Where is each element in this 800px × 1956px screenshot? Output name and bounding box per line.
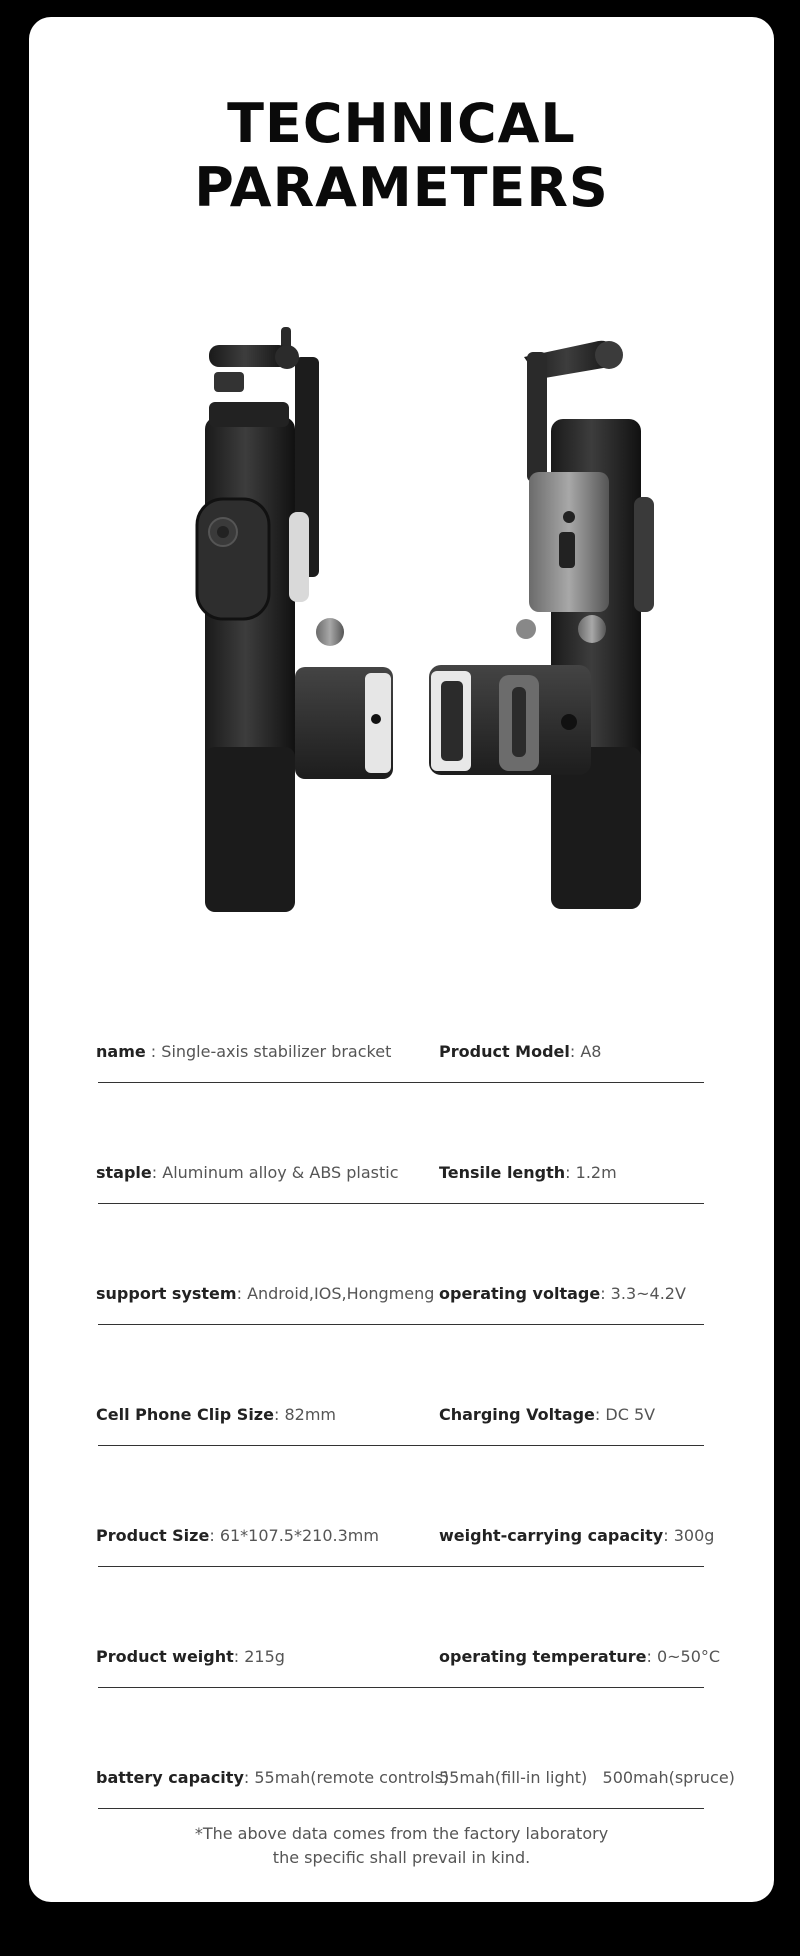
spec-table — [96, 1017, 736, 1864]
spec-value: Single-axis stabilizer bracket — [161, 1042, 392, 1061]
stabilizer-front-view — [197, 327, 393, 912]
spec-separator: : — [273, 1405, 285, 1424]
spec-separator: : — [243, 1768, 255, 1787]
spec-value: 82mm — [284, 1405, 336, 1424]
spec-right — [439, 1647, 720, 1666]
disclaimer-line-1: *The above data comes from the factory laboratory — [194, 1824, 609, 1843]
spec-label: Product Size — [96, 1526, 210, 1545]
spec-divider — [98, 1566, 704, 1567]
spec-label: support system — [96, 1284, 237, 1303]
spec-label: Tensile length — [439, 1163, 566, 1182]
spec-value: 1.2m — [575, 1163, 617, 1182]
spec-separator: : — [600, 1284, 611, 1303]
spec-separator: : — [151, 1163, 163, 1182]
spec-value: A8 — [580, 1042, 602, 1061]
spec-divider — [98, 1808, 704, 1809]
spec-value: 3.3~4.2V — [610, 1284, 686, 1303]
spec-label: staple — [96, 1163, 152, 1182]
spec-separator: : — [236, 1284, 248, 1303]
spec-left — [96, 1405, 336, 1424]
title-line-2: PARAMETERS — [194, 156, 609, 219]
spec-label: Charging Voltage — [439, 1405, 595, 1424]
spec-right — [439, 1042, 601, 1061]
spec-divider — [98, 1687, 704, 1688]
spec-right — [439, 1768, 735, 1787]
spec-label: operating temperature — [439, 1647, 647, 1666]
spec-value: 300g — [673, 1526, 715, 1545]
spec-value: 0~50°C — [656, 1647, 721, 1666]
title-line-1: TECHNICAL — [227, 92, 576, 155]
spec-label: Cell Phone Clip Size — [96, 1405, 274, 1424]
spec-divider — [98, 1203, 704, 1204]
spec-value: 55mah(fill-in light) 500mah(spruce) — [439, 1768, 735, 1787]
spec-row — [96, 1622, 736, 1743]
spec-right — [439, 1405, 655, 1424]
spec-separator: : — [569, 1042, 581, 1061]
spec-left — [96, 1284, 434, 1303]
spec-separator: : — [646, 1647, 657, 1666]
spec-label: name — [96, 1042, 146, 1061]
spec-separator: : — [663, 1526, 674, 1545]
spec-divider — [98, 1324, 704, 1325]
spec-value: Aluminum alloy & ABS plastic — [162, 1163, 399, 1182]
spec-right — [439, 1284, 686, 1303]
spec-row — [96, 1501, 736, 1622]
spec-value: Android,IOS,Hongmeng — [247, 1284, 435, 1303]
page-title — [29, 92, 774, 220]
spec-divider — [98, 1082, 704, 1083]
spec-value: DC 5V — [605, 1405, 656, 1424]
spec-value: 215g — [244, 1647, 285, 1666]
stabilizer-back-view — [429, 341, 654, 909]
spec-left — [96, 1042, 391, 1061]
spec-value: 61*107.5*210.3mm — [219, 1526, 379, 1545]
spec-left — [96, 1647, 285, 1666]
spec-divider — [98, 1445, 704, 1446]
spec-label: weight-carrying capacity — [439, 1526, 664, 1545]
spec-left — [96, 1526, 379, 1545]
disclaimer-line-2: the specific shall prevail in kind. — [272, 1848, 531, 1867]
spec-left — [96, 1163, 399, 1182]
spec-right — [439, 1526, 714, 1545]
spec-label: Product weight — [96, 1647, 234, 1666]
stabilizer-product-image — [169, 327, 709, 917]
spec-separator: : — [209, 1526, 220, 1545]
disclaimer-note — [29, 1822, 774, 1870]
spec-label: Product Model — [439, 1042, 570, 1061]
spec-row — [96, 1138, 736, 1259]
spec-separator: : — [145, 1042, 162, 1061]
spec-right — [439, 1163, 617, 1182]
spec-value: 55mah(remote controls) — [254, 1768, 450, 1787]
content-card — [29, 17, 774, 1902]
spec-left — [96, 1768, 449, 1787]
spec-separator: : — [233, 1647, 245, 1666]
spec-row — [96, 1259, 736, 1380]
spec-separator: : — [565, 1163, 576, 1182]
spec-label: operating voltage — [439, 1284, 601, 1303]
spec-row — [96, 1380, 736, 1501]
spec-row — [96, 1017, 736, 1138]
spec-label: battery capacity — [96, 1768, 244, 1787]
spec-separator: : — [594, 1405, 606, 1424]
